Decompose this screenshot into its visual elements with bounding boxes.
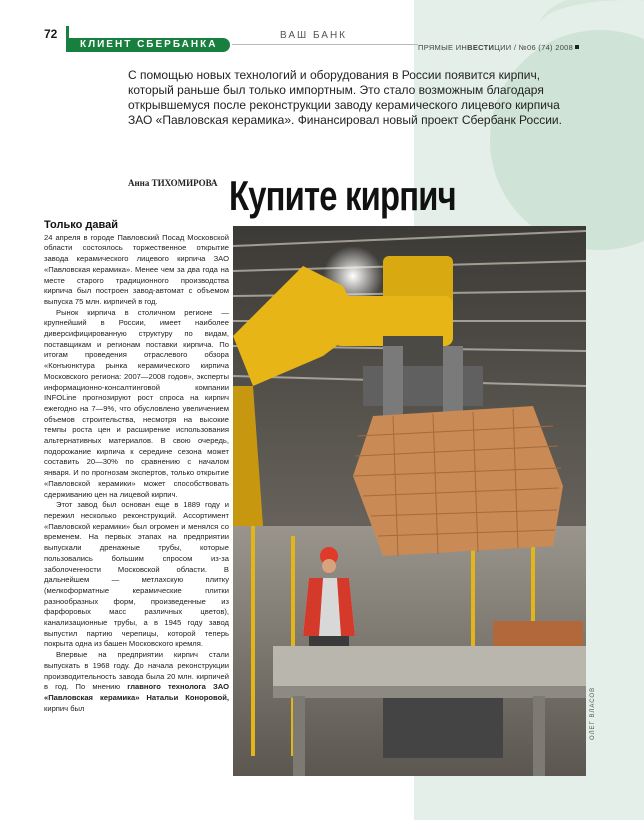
article-subheading: Только давай [44,219,118,231]
article-paragraph: Рынок кирпича в столичном регионе — крупнейший в России, имеет наиболее диверсифицированную структуру по видам, поставщикам и регионам поставки кирпича. По итогам проведения отраслевого обзора «Конъюнктура рынка керамического кирпича Московского региона: 2007—2008 годов», эксперты информационно-консалтинговой компании INFOLine прогнозируют рост спроса на кирпич ежегодно на 7—9%, что обусловлено увеличением объемов строительства, несмотря на высокие темпы роста цен и расширение использования альтернативных материалов. В свою очередь, подорожание кирпича к середине сезона может составить 20—30% по сравнению с началом января. И по прогнозам экспертов, только открытие «Павловской керамики» может способствовать сдерживанию цен на лицевой кирпич. [44,307,229,499]
rubric-band [66,38,230,52]
square-bullet [575,45,579,49]
article-paragraph: 24 апреля в городе Павловский Посад Московской области состоялось торжественное открытие завода керамического лицевого кирпича ЗАО «Павловская керамика». Менее чем за два года на месте старого традиционного производства кирпича был построен завод-автомат с объемом выпуска 75 млн. кирпичей в год. [44,232,229,306]
expert-name: главного технолога ЗАО «Павловская керамика» Натальи Коноровой, [44,682,229,702]
article-headline: Купите кирпич [229,172,456,219]
lead-paragraph: С помощью новых технологий и оборудования в России появится кирпич, который раньше был только импортным. Это стало возможным благодаря открывшемуся после реконструкции заводу керамического лицевого кирпича ЗАО «Павловская керамика». Финансировал новый проект Сбербанк России. [128,68,562,127]
photo-credit: ОЛЕГ ВЛАСОВ [590,686,596,740]
page-number: 72 [44,27,58,41]
journal-issue: ПРЯМЫЕ ИНВЕСТИЦИИ / №06 (74) 2008 [418,43,579,52]
author-byline: Анна ТИХОМИРОВА [128,178,218,188]
article-column [44,220,229,714]
rubric-label: КЛИЕНТ СБЕРБАНКА [80,39,218,50]
article-paragraph: Впервые на предприятии кирпич стали выпускать в 1968 году. До начала реконструкции производительность завода была 20 млн. кирпичей в год. По мнению главного технолога ЗАО «Павловская керамика» Натальи Коноровой, кирпич был [44,650,229,713]
section-label: ВАШ БАНК [280,30,348,41]
factory-robot-illustration [233,226,586,776]
header-rule [232,44,418,45]
brick-stack [353,406,563,556]
article-paragraph: Этот завод был основан еще в 1889 году и пережил несколько реконструкций. Ассортимент «Павловской керамики» был огромен и менялся со временем. На первых этапах на предприятии выпускали дренажные трубы, которые пользовались большим спросом из-за заболоченности Московской области. В дальнейшем — метлахскую плитку (мелкоформатные керамические плитки разнообразных форм, произведенные из фарфоровых масс различных цветов), канализационные трубы, а в 1945 году завод выпустил партию черепицы, которой теперь покрыта одна из башен Московского кремля. [44,500,229,649]
factory-robot-photo [233,226,586,776]
